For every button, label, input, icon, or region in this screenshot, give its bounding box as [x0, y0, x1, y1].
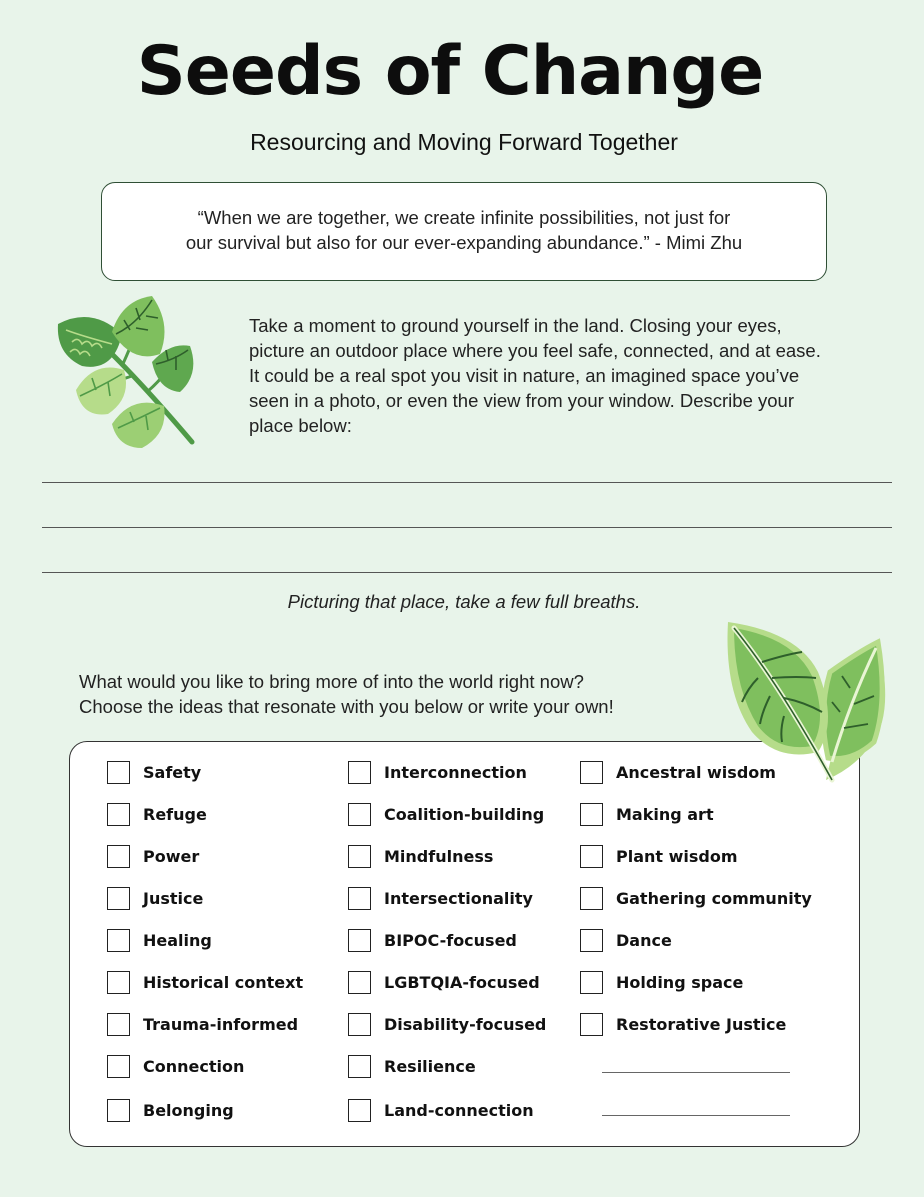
checkbox-label: Making art [616, 805, 714, 824]
prompt-line-2: Choose the ideas that resonate with you below or write your own! [79, 696, 614, 717]
checkbox[interactable] [580, 929, 603, 952]
checklist-item[interactable] [107, 971, 303, 994]
checklist-item[interactable] [580, 887, 812, 910]
checkbox-label: Mindfulness [384, 847, 494, 866]
checklist-item[interactable] [348, 971, 540, 994]
checkbox-label: Historical context [143, 973, 304, 992]
checkbox-label: Dance [616, 931, 672, 950]
checklist-item[interactable] [580, 845, 738, 868]
checkbox[interactable] [580, 887, 603, 910]
checkbox[interactable] [348, 971, 371, 994]
checkbox[interactable] [107, 803, 130, 826]
checklist-item[interactable] [580, 971, 743, 994]
checkbox-label: Gathering community [616, 889, 812, 908]
checkbox-label: Holding space [616, 973, 744, 992]
checklist-item[interactable] [348, 845, 493, 868]
writing-line[interactable] [42, 482, 892, 483]
checkbox[interactable] [107, 845, 130, 868]
checkbox-label: BIPOC-focused [384, 931, 517, 950]
checkbox-label: Restorative Justice [616, 1015, 787, 1034]
quote-line-2: our survival but also for our ever-expanding abundance.” - Mimi Zhu [185, 232, 743, 253]
checkbox[interactable] [348, 803, 371, 826]
quote-box [101, 182, 827, 281]
checkbox[interactable] [107, 887, 130, 910]
grounding-line: Take a moment to ground yourself in the land. Closing your eyes, [249, 315, 782, 336]
checklist-item[interactable] [580, 929, 672, 952]
checklist-item[interactable] [348, 803, 544, 826]
checklist-item[interactable] [107, 1013, 298, 1036]
checkbox-label: Disability-focused [384, 1015, 547, 1034]
checklist-item[interactable] [348, 761, 527, 784]
grounding-instructions [249, 313, 899, 438]
checkbox[interactable] [348, 1099, 371, 1122]
checkbox-label: Resilience [384, 1057, 476, 1076]
leaves-icon [718, 612, 890, 793]
checklist-prompt [79, 669, 719, 719]
writing-line[interactable] [42, 572, 892, 573]
checklist-item[interactable] [107, 845, 199, 868]
quote-text [102, 205, 826, 255]
checkbox[interactable] [580, 761, 603, 784]
checkbox-label: Power [143, 847, 200, 866]
checklist-panel [69, 741, 860, 1147]
checkbox-label: Connection [143, 1057, 245, 1076]
checklist-item[interactable] [107, 929, 212, 952]
checkbox[interactable] [348, 761, 371, 784]
checkbox[interactable] [580, 1013, 603, 1036]
checkbox[interactable] [107, 1099, 130, 1122]
checkbox[interactable] [348, 1055, 371, 1078]
checkbox[interactable] [580, 971, 603, 994]
checkbox[interactable] [107, 761, 130, 784]
checklist-item[interactable] [348, 1013, 546, 1036]
checklist-item[interactable] [348, 1099, 534, 1122]
checklist-item[interactable] [580, 1013, 786, 1036]
grounding-line: picture an outdoor place where you feel safe, connected, and at ease. [249, 340, 821, 361]
checkbox-label: LGBTQIA-focused [384, 973, 540, 992]
checkbox[interactable] [580, 845, 603, 868]
writing-line[interactable] [42, 527, 892, 528]
checkbox-label: Intersectionality [384, 889, 533, 908]
checkbox-label: Belonging [143, 1101, 234, 1120]
checkbox[interactable] [348, 845, 371, 868]
write-your-own-line[interactable] [602, 1115, 790, 1116]
checkbox-label: Plant wisdom [616, 847, 738, 866]
checkbox[interactable] [107, 971, 130, 994]
checkbox[interactable] [348, 929, 371, 952]
checkbox-label: Safety [143, 763, 202, 782]
checkbox-label: Land-connection [384, 1101, 534, 1120]
checkbox[interactable] [580, 803, 603, 826]
page-subtitle: Resourcing and Moving Forward Together [250, 129, 678, 155]
checkbox[interactable] [348, 1013, 371, 1036]
quote-line-1: “When we are together, we create infinite possibilities, not just for [197, 207, 731, 228]
checkbox-label: Healing [143, 931, 212, 950]
leaf-branch-icon [52, 294, 202, 459]
checklist-item[interactable] [580, 803, 714, 826]
checkbox-label: Interconnection [384, 763, 527, 782]
grounding-line: It could be a real spot you visit in nature, an imagined space you’ve [249, 365, 800, 386]
breathe-instruction: Picturing that place, take a few full breaths. [287, 591, 641, 612]
checklist-item[interactable] [348, 929, 517, 952]
write-your-own-line[interactable] [602, 1072, 790, 1073]
checklist-item[interactable] [107, 887, 203, 910]
checkbox[interactable] [348, 887, 371, 910]
checkbox-label: Ancestral wisdom [616, 763, 776, 782]
checklist-item[interactable] [107, 1099, 234, 1122]
checklist-item[interactable] [107, 1055, 244, 1078]
checkbox[interactable] [107, 929, 130, 952]
grounding-line: place below: [249, 415, 352, 436]
page-title: Seeds of Change [136, 32, 764, 111]
checklist-item[interactable] [348, 887, 533, 910]
checkbox-label: Justice [143, 889, 204, 908]
checklist-item[interactable] [107, 761, 201, 784]
grounding-line: seen in a photo, or even the view from your window. Describe your [249, 390, 795, 411]
checkbox[interactable] [107, 1013, 130, 1036]
checkbox-label: Coalition-building [384, 805, 545, 824]
checklist-item[interactable] [348, 1055, 476, 1078]
checkbox[interactable] [107, 1055, 130, 1078]
checkbox-label: Trauma-informed [143, 1015, 299, 1034]
checklist-item[interactable] [107, 803, 207, 826]
checkbox-label: Refuge [143, 805, 207, 824]
prompt-line-1: What would you like to bring more of into the world right now? [79, 671, 584, 692]
